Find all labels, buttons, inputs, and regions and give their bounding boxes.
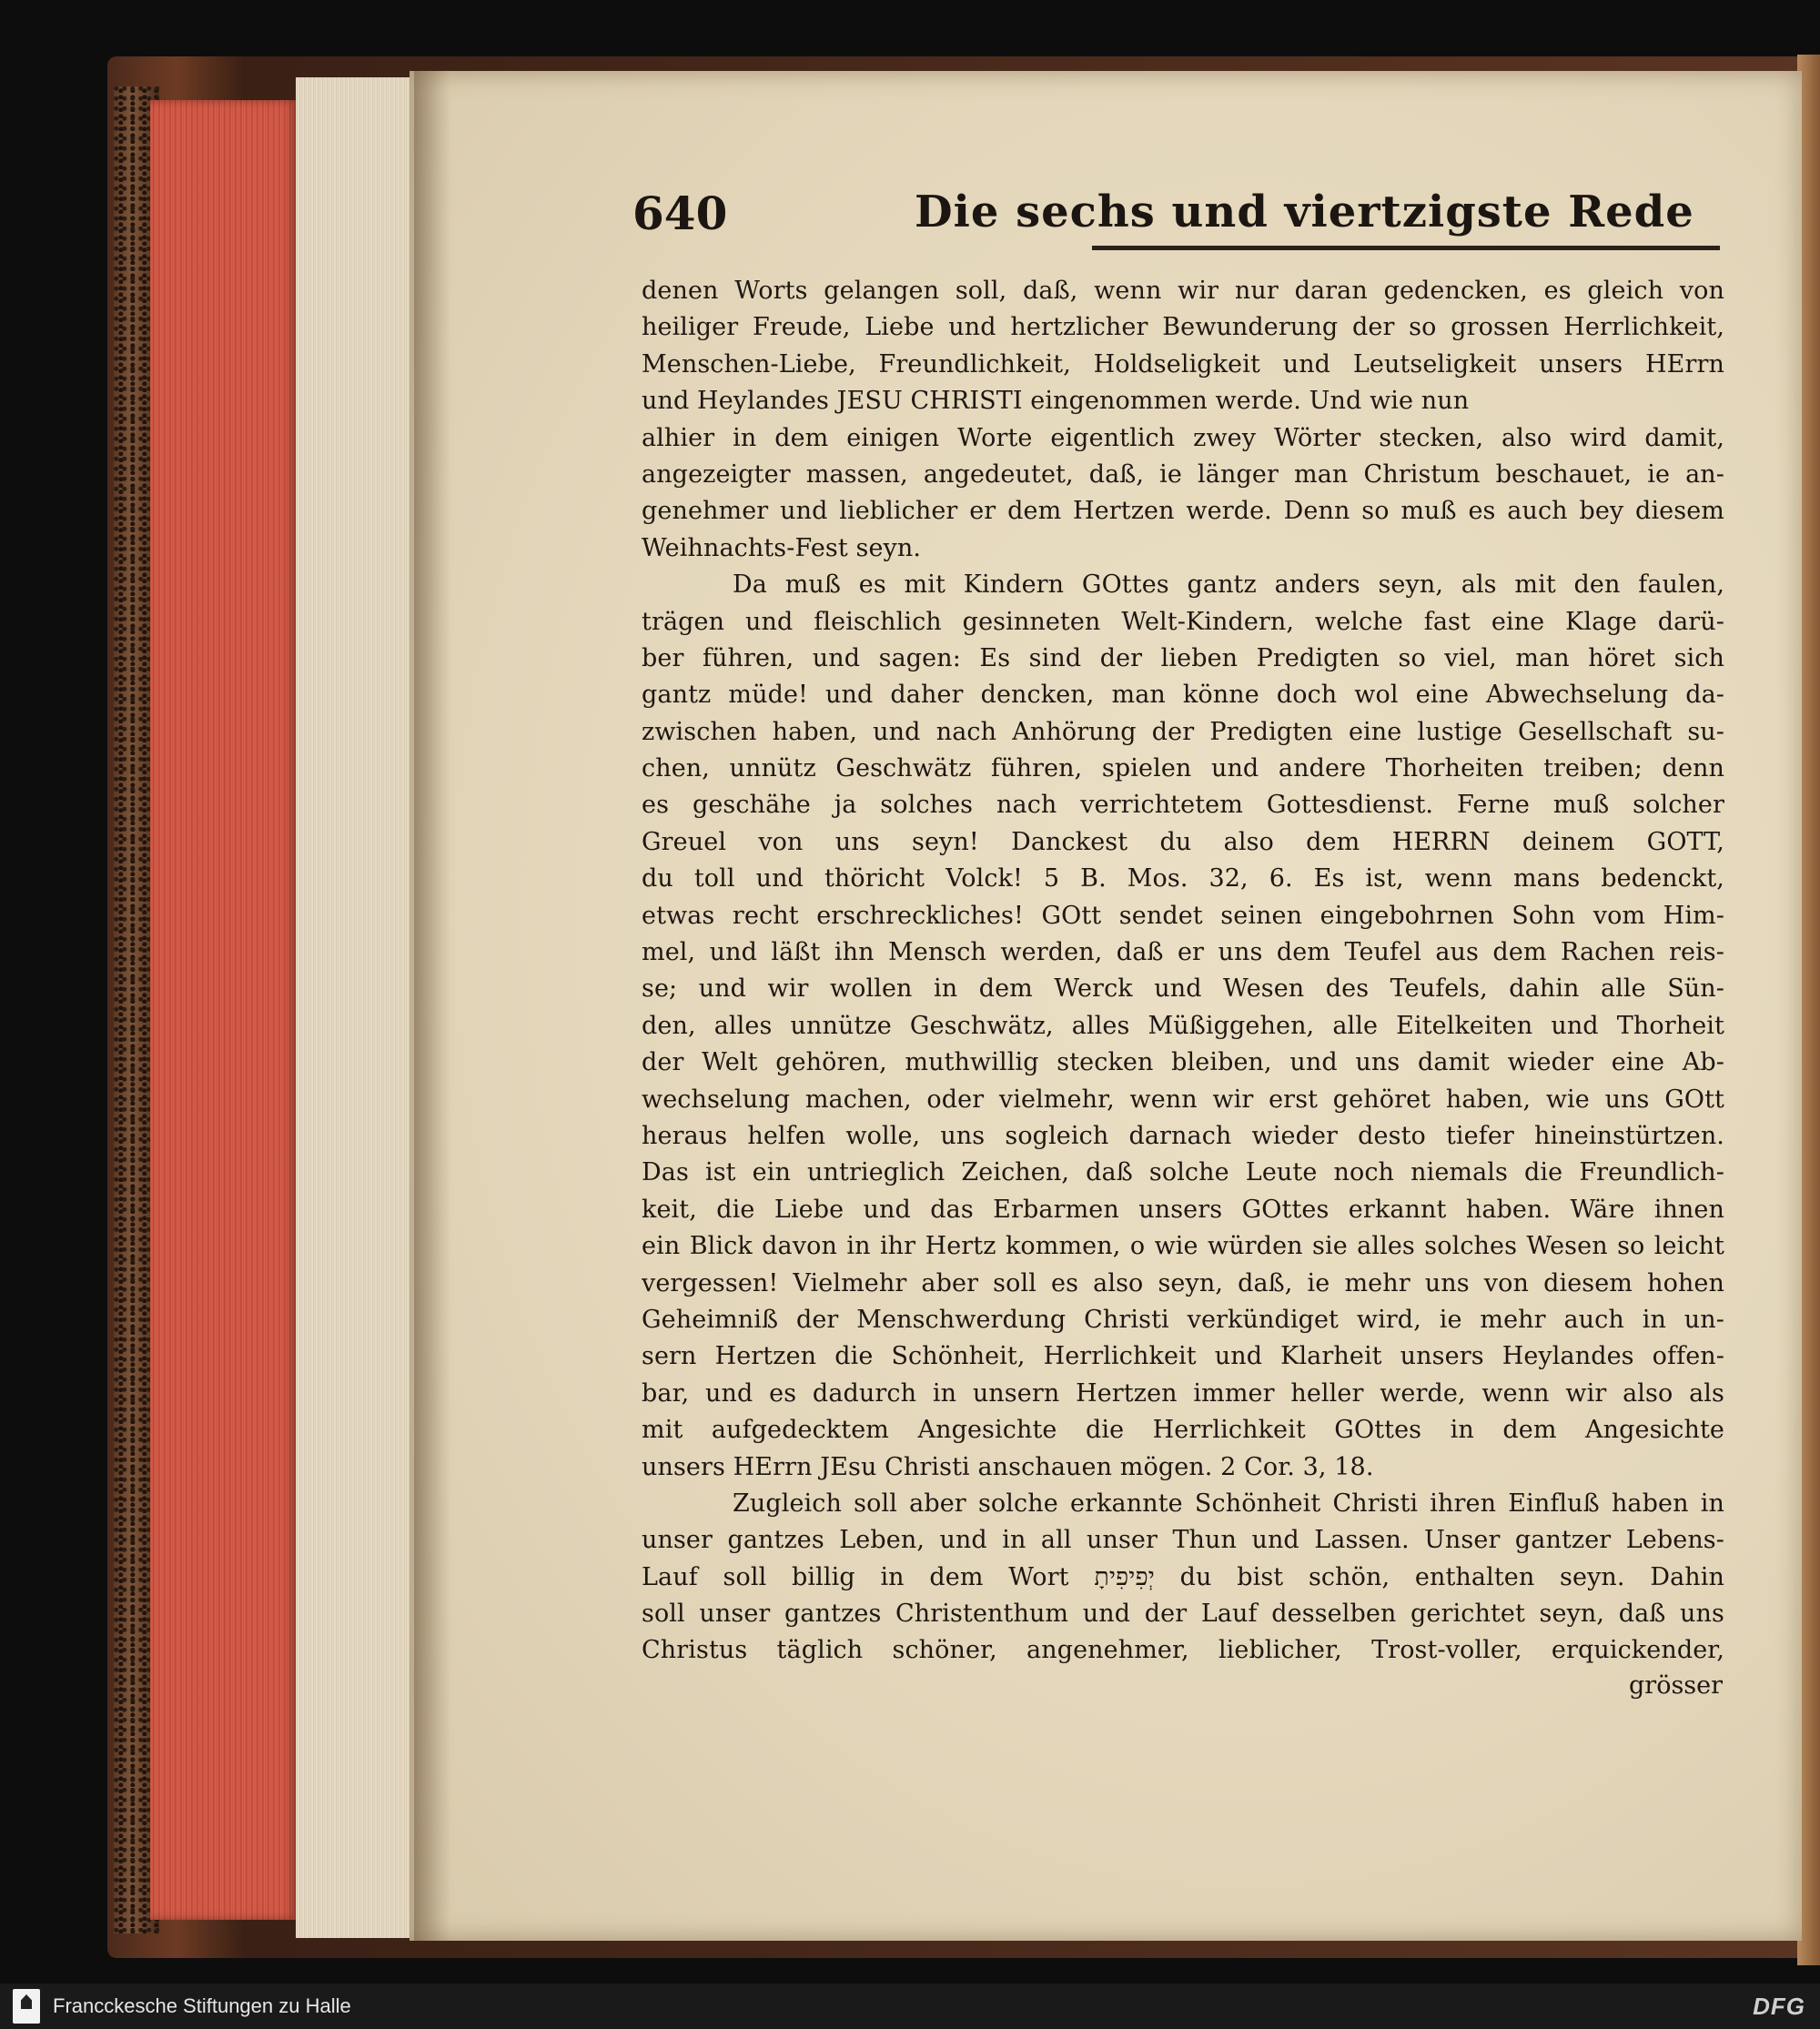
running-title: Die sechs und viertzigste Rede — [915, 187, 1694, 237]
text-line: den, alles unnütze Geschwätz, alles Müßiggehen, alle Eitelkeiten und Thorheit — [642, 1011, 1724, 1040]
text-line: denen Worts gelangen soll, daß, wenn wir nur daran gedencken, es gleich von — [642, 277, 1724, 305]
text-line: Da muß es mit Kindern GOttes gantz anders seyn, als mit den faulen, — [733, 570, 1724, 600]
building-icon — [21, 1994, 32, 2009]
header-rule — [1092, 246, 1720, 250]
text-line: unsers HErrn JEsu Christi anschauen mögen. 2 Cor. 3, 18. — [642, 1452, 1374, 1481]
text-line: heraus helfen wolle, uns sogleich darnach wieder desto tiefer hineinstürtzen. — [642, 1121, 1724, 1150]
text-line: keit, die Liebe und das Erbarmen unsers GOttes erkannt haben. Wäre ihnen — [642, 1195, 1724, 1224]
text-line: Weihnachts-Fest seyn. — [642, 533, 922, 562]
text-line: se; und wir wollen in dem Werck und Wesen des Teufels, dahin alle Sün- — [642, 974, 1724, 1004]
red-page-edges — [150, 100, 298, 1920]
text-line: trägen und fleischlich gesinneten Welt-Kindern, welche fast eine Klage darü- — [642, 607, 1724, 636]
text-line: mel, und läßt ihn Mensch werden, daß er uns dem Teufel aus dem Rachen reis- — [642, 938, 1724, 967]
text-line: angezeigter massen, angedeutet, daß, ie länger man Christum beschauet, ie an- — [642, 459, 1724, 489]
text-line: vergessen! Vielmehr aber soll es also seyn, daß, ie mehr uns von diesem hohen — [642, 1268, 1724, 1297]
dfg-logo: DFG — [1753, 1993, 1805, 2020]
gutter-shadow — [414, 71, 450, 1941]
body-text — [642, 273, 1724, 1670]
text-line: Lauf soll billig in dem Wort יְפִיפִיתָ du bist schön, enthalten seyn. Dahin — [642, 1562, 1724, 1591]
text-line: chen, unnütz Geschwätz führen, spielen und andere Thorheiten treiben; denn — [642, 754, 1724, 783]
text-line: und Heylandes JESU CHRISTI eingenommen werde. Und wie nun — [642, 387, 1470, 416]
text-line: ein Blick davon in ihr Hertz kommen, o wie würden sie alles solches Wesen so leicht — [642, 1232, 1724, 1261]
text-line: alhier in dem einigen Worte eigentlich zwey Wörter stecken, also wird damit, — [642, 423, 1724, 452]
institution-logo — [13, 1989, 40, 2024]
institution-name: Francckesche Stiftungen zu Halle — [53, 1994, 351, 2017]
text-line: du toll und thöricht Volck! 5 B. Mos. 32, 6. Es ist, wenn mans bedenckt, — [642, 864, 1724, 893]
text-line: Zugleich soll aber solche erkannte Schönheit Christi ihren Einfluß haben in — [733, 1489, 1724, 1518]
text-line: etwas recht erschreckliches! GOtt sendet seinen eingebohrnen Sohn vom Him- — [642, 901, 1724, 930]
text-line: unser gantzes Leben, und in all unser Thun und Lassen. Unser gantzer Lebens- — [642, 1526, 1724, 1555]
text-line: ber führen, und sagen: Es sind der lieben Predigten so viel, man höret sich — [642, 643, 1724, 672]
page-number: 640 — [632, 187, 728, 240]
text-line: bar, und es dadurch in unsern Hertzen immer heller werde, wenn wir also als — [642, 1378, 1724, 1408]
text-line: Greuel von uns seyn! Danckest du also dem HERRN deinem GOTT, — [642, 827, 1724, 856]
text-line: Geheimniß der Menschwerdung Christi verkündiget wird, ie mehr auch in un- — [642, 1305, 1724, 1334]
text-line: mit aufgedecktem Angesichte die Herrlichkeit GOttes in dem Angesichte — [642, 1416, 1724, 1445]
text-line: Das ist ein untrieglich Zeichen, daß solche Leute noch niemals die Freundlich- — [642, 1158, 1724, 1187]
text-line: sern Hertzen die Schönheit, Herrlichkeit und Klarheit unsers Heylandes offen- — [642, 1342, 1724, 1371]
text-line: soll unser gantzes Christenthum und der Lauf desselben gerichtet seyn, daß uns — [642, 1600, 1724, 1629]
text-line: Christus täglich schöner, angenehmer, lieblicher, Trost-voller, erquickender, — [642, 1636, 1724, 1665]
text-line: genehmer und lieblicher er dem Hertzen werde. Denn so muß es auch bey diesem — [642, 497, 1724, 526]
text-line: heiliger Freude, Liebe und hertzlicher Bewunderung der so grossen Herrlichkeit, — [642, 313, 1724, 342]
footer-bar — [0, 1984, 1820, 2029]
text-line: der Welt gehören, muthwillig stecken bleiben, und uns damit wieder eine Ab- — [642, 1048, 1724, 1077]
text-line: zwischen haben, und nach Anhörung der Predigten eine lustige Gesellschaft su- — [642, 717, 1724, 746]
text-line: es geschähe ja solches nach verrichtetem Gottesdienst. Ferne muß solcher — [642, 791, 1724, 820]
text-line: gantz müde! und daher dencken, man könne doch wol eine Abwechselung da- — [642, 681, 1724, 710]
catchword: grösser — [1629, 1671, 1724, 1701]
text-line: Menschen-Liebe, Freundlichkeit, Holdseligkeit und Leutseligkeit unsers HErrn — [642, 349, 1724, 379]
page-stack — [296, 77, 414, 1938]
text-line: wechselung machen, oder vielmehr, wenn wir erst gehöret haben, wie uns GOtt — [642, 1085, 1724, 1114]
